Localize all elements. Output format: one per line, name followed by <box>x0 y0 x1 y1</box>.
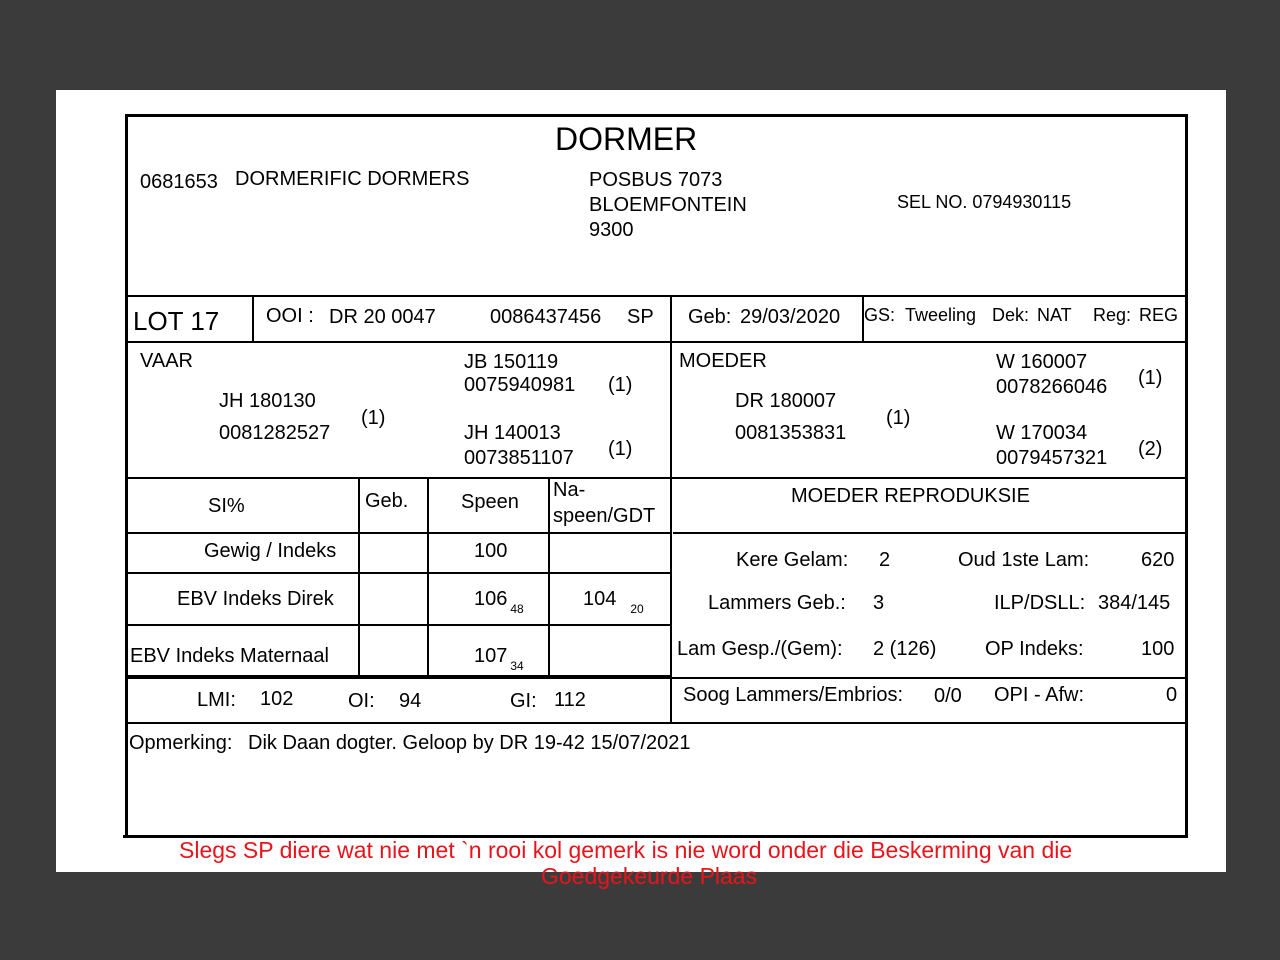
ooi-label: OOI : <box>266 305 314 327</box>
soog-label: Soog Lammers/Embrios: <box>683 684 904 706</box>
reg-label: Reg: <box>1093 305 1132 325</box>
ooi-status: SP <box>627 306 654 328</box>
divider-lot <box>126 295 1186 297</box>
divider-row2 <box>126 572 671 574</box>
gesp-label: Lam Gesp./(Gem): <box>677 638 843 660</box>
notice-line-1: Slegs SP diere wat nie met `n rooi kol gemerk is nie word onder die Beskerming van die <box>179 837 1073 863</box>
divider-repro-title <box>673 532 1186 534</box>
remark-label: Opmerking: <box>129 732 233 754</box>
center-divider <box>670 295 672 722</box>
ooi-registration: 0086437456 <box>490 306 602 328</box>
frame-top <box>125 114 1187 117</box>
gesp-value: 2 (126) <box>873 638 937 660</box>
geb-date: 29/03/2020 <box>740 306 841 328</box>
oud-label: Oud 1ste Lam: <box>958 549 1090 571</box>
reg-value: REG <box>1139 305 1179 325</box>
vaar-sire-count: (1) <box>608 374 633 396</box>
col-header-speen: Speen <box>461 491 519 513</box>
moeder-id: DR 180007 <box>735 390 837 412</box>
row-label-gewig: Gewig / Indeks <box>204 540 337 562</box>
row-label-direk: EBV Indeks Direk <box>177 588 334 610</box>
breeder-name: DORMERIFIC DORMERS <box>235 168 470 190</box>
moeder-dam-count: (2) <box>1138 438 1163 460</box>
direk-speen-accuracy: 48 <box>510 602 524 616</box>
direk-speen <box>474 588 524 620</box>
lammers-label: Lammers Geb.: <box>708 592 846 614</box>
divider-remark <box>126 722 1186 724</box>
row-label-maternaal: EBV Indeks Maternaal <box>130 645 329 667</box>
moeder-count: (1) <box>886 407 911 429</box>
breed-title: DORMER <box>555 121 698 157</box>
moeder-sire-registration: 0078266046 <box>996 376 1108 398</box>
repro-title: MOEDER REPRODUKSIE <box>791 485 1030 507</box>
kere-value: 2 <box>879 549 891 571</box>
vaar-dam-id: JH 140013 <box>464 422 561 444</box>
gewig-speen: 100 <box>474 540 508 562</box>
geb-label: Geb: <box>688 306 732 328</box>
moeder-dam-registration: 0079457321 <box>996 447 1108 469</box>
moeder-sire-count: (1) <box>1138 367 1163 389</box>
frame-right <box>1185 114 1188 838</box>
direk-naspeen <box>583 588 644 620</box>
ilp-value: 384/145 <box>1098 592 1171 614</box>
oud-value: 620 <box>1141 549 1175 571</box>
col-divider-geb <box>358 477 360 675</box>
vaar-dam-registration: 0073851107 <box>464 447 574 469</box>
vaar-registration: 0081282527 <box>219 422 331 444</box>
vaar-count: (1) <box>361 407 386 429</box>
lot-number: LOT 17 <box>133 306 220 336</box>
vaar-label: VAAR <box>140 350 193 372</box>
address-line-3: 9300 <box>589 219 634 241</box>
lmi-label: LMI: <box>197 689 236 711</box>
maternaal-speen-value: 107 <box>474 645 508 667</box>
op-label: OP Indeks: <box>985 638 1084 660</box>
col-header-naspeen-2: speen/GDT <box>553 505 656 527</box>
gs-label: GS: <box>864 305 896 325</box>
direk-naspeen-accuracy: 20 <box>630 602 644 616</box>
col-header-naspeen-1: Na- <box>553 479 586 501</box>
maternaal-speen-accuracy: 34 <box>510 659 524 673</box>
col-header-si: SI% <box>208 495 245 517</box>
remark-text: Dik Daan dogter. Geloop by DR 19-42 15/07/2021 <box>248 732 691 754</box>
opi-label: OPI - Afw: <box>994 684 1085 706</box>
frame-left <box>125 114 128 838</box>
vaar-dam-count: (1) <box>608 438 633 460</box>
op-value: 100 <box>1141 638 1175 660</box>
direk-speen-value: 106 <box>474 588 508 610</box>
kere-label: Kere Gelam: <box>736 549 849 571</box>
moeder-dam-id: W 170034 <box>996 422 1088 444</box>
lmi-value: 102 <box>260 688 294 710</box>
col-header-geb: Geb. <box>365 490 409 512</box>
ilp-label: ILP/DSLL: <box>994 592 1086 614</box>
address-line-1: POSBUS 7073 <box>589 169 723 191</box>
dek-value: NAT <box>1037 305 1072 325</box>
divider-summary <box>126 677 1186 679</box>
moeder-registration: 0081353831 <box>735 422 847 444</box>
col-divider-speen <box>427 477 429 675</box>
vaar-id: JH 180130 <box>219 390 316 412</box>
lot-cell-divider <box>252 295 254 341</box>
oi-value: 94 <box>399 690 422 712</box>
divider-row1 <box>126 532 671 534</box>
oi-label: OI: <box>348 690 375 712</box>
vaar-sire-registration: 0075940981 <box>464 374 576 396</box>
sel-number: SEL NO. 0794930115 <box>897 192 1072 212</box>
divider-pedigree <box>126 341 1186 343</box>
col-divider-naspeen <box>548 477 550 675</box>
opi-value: 0 <box>1166 684 1178 706</box>
breeder-number: 0681653 <box>140 171 218 193</box>
gs-value: Tweeling <box>905 305 977 325</box>
ooi-id: DR 20 0047 <box>329 306 436 328</box>
divider-indices <box>126 477 1186 479</box>
catalogue-sheet <box>56 90 1226 889</box>
gi-label: GI: <box>510 690 537 712</box>
gi-value: 112 <box>554 689 586 711</box>
soog-value: 0/0 <box>934 685 962 707</box>
lammers-value: 3 <box>873 592 885 614</box>
vaar-sire-id: JB 150119 <box>464 351 559 373</box>
notice-line-2: Goedgekeurde Plaas <box>541 863 758 889</box>
direk-naspeen-value: 104 <box>583 588 617 610</box>
divider-row3 <box>126 624 671 626</box>
maternaal-speen <box>474 645 524 677</box>
moeder-sire-id: W 160007 <box>996 351 1088 373</box>
address-line-2: BLOEMFONTEIN <box>589 194 747 216</box>
moeder-label: MOEDER <box>679 350 767 372</box>
dek-label: Dek: <box>992 305 1030 325</box>
